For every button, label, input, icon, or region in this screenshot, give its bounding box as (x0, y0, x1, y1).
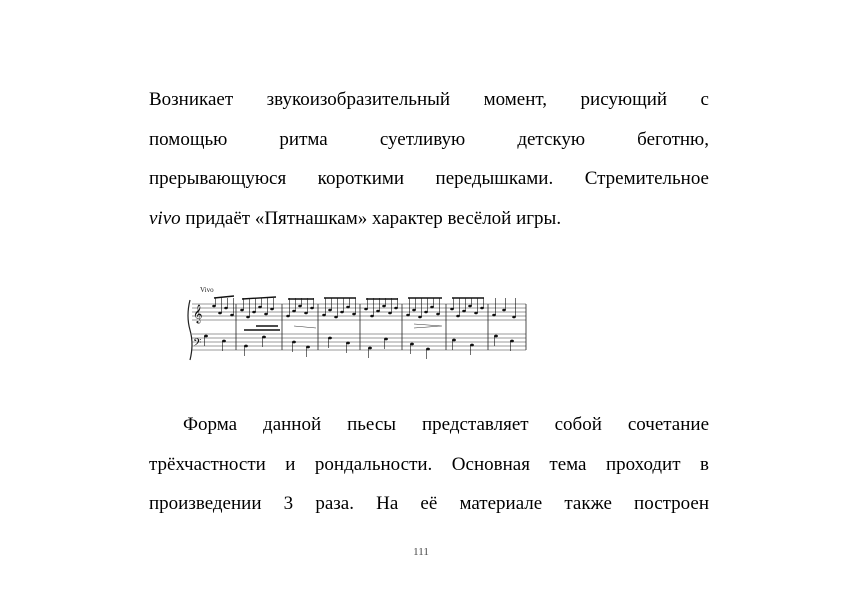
note-head (376, 310, 380, 313)
note-head (462, 310, 466, 313)
paragraph-form (149, 405, 709, 524)
text-line: произведении 3 раза. На её материале также построен (149, 493, 709, 514)
note-head (430, 306, 434, 309)
note-head (394, 307, 398, 310)
paragraph-intro (149, 80, 709, 238)
bar-lines (236, 304, 526, 350)
note-head (456, 315, 460, 318)
note-head (218, 312, 222, 315)
tempo-marking: Vivo (200, 286, 214, 294)
brace-symbol (188, 300, 192, 360)
note-head (492, 314, 496, 317)
note-head (246, 316, 250, 319)
note-head (328, 309, 332, 312)
note-head (352, 313, 356, 316)
text-line: трёхчастности и рондальности. Основная тема проходит в (149, 453, 709, 475)
text-line: Возникает звукоизобразительный момент, рисующий с (149, 89, 709, 110)
note-head (322, 314, 326, 317)
note-head (346, 306, 350, 309)
note-head (292, 310, 296, 313)
note-head (382, 305, 386, 308)
text-line: Форма данной пьесы представляет собой сочетание (183, 414, 709, 435)
note-head (364, 308, 368, 311)
text-line (149, 199, 709, 239)
treble-clef: 𝄞 (193, 304, 203, 323)
note-head (286, 315, 290, 318)
note-head (224, 307, 228, 310)
note-head (480, 307, 484, 310)
text-line: прерывающуюся короткими передышками. Стремительное (149, 168, 709, 189)
note-head (418, 316, 422, 319)
note-head (258, 306, 262, 309)
note-head (406, 314, 410, 317)
note-head (388, 312, 392, 315)
note-head (240, 309, 244, 312)
note-head (212, 305, 216, 308)
note-head (468, 305, 472, 308)
note-head (450, 308, 454, 311)
note-head (424, 311, 428, 314)
note-head (334, 316, 338, 319)
note-head (304, 312, 308, 315)
bass-clef: 𝄢 (193, 337, 202, 352)
note-head (436, 313, 440, 316)
note-head (502, 309, 506, 312)
note-head (252, 311, 256, 314)
music-score-excerpt (184, 286, 528, 366)
note-head (412, 309, 416, 312)
bass-staff (192, 334, 526, 350)
page-number: 111 (413, 546, 429, 558)
dynamics (294, 324, 442, 328)
note-head (298, 305, 302, 308)
note-head (340, 311, 344, 314)
note-head (310, 307, 314, 310)
note-head (230, 314, 234, 317)
note-head (370, 315, 374, 318)
italic-term: vivo (149, 207, 181, 229)
note-head (474, 312, 478, 315)
note-head (270, 308, 274, 311)
note-head (264, 313, 268, 316)
text-fragment: придаёт «Пятнашкам» характер весёлой игры. (180, 207, 562, 229)
note-head (512, 316, 516, 319)
text-line: помощью ритма суетливую детскую беготню, (149, 128, 709, 150)
